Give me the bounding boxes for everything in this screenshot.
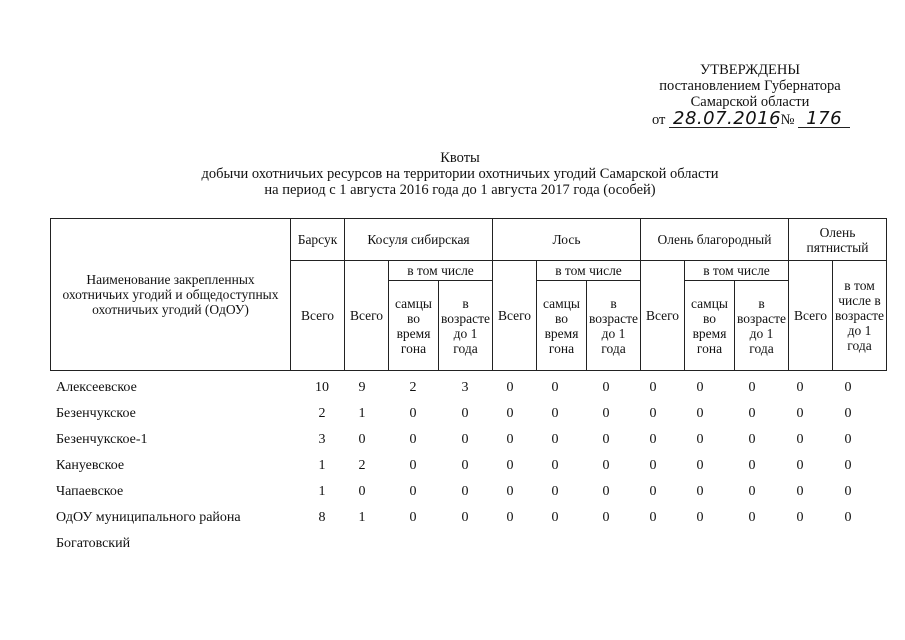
badger-header: Барсук [291, 219, 345, 261]
table-row [56, 406, 876, 426]
sika-young-label: в возрасте до 1 года [835, 293, 884, 353]
quota-value: 0 [649, 432, 657, 447]
quota-value: 0 [696, 380, 704, 395]
elk-total-header: Всего [493, 261, 537, 371]
quota-value: 0 [551, 406, 559, 421]
elk-header: Лось [493, 219, 641, 261]
hunting-ground-name: Богатовский [56, 536, 131, 551]
hunting-ground-name: Безенчукское-1 [56, 432, 148, 447]
quota-value: 3 [461, 380, 469, 395]
quota-value: 0 [796, 458, 804, 473]
quota-value: 0 [506, 458, 514, 473]
quota-value: 0 [461, 484, 469, 499]
approval-line-2: Самарской области [690, 94, 810, 110]
roe-deer-header: Косуля сибирская [345, 219, 493, 261]
quota-value: 0 [551, 484, 559, 499]
quota-value: 0 [461, 406, 469, 421]
quota-value: 0 [551, 510, 559, 525]
quota-value: 1 [318, 458, 326, 473]
sika-including-label: в том числе [838, 278, 875, 308]
quota-value: 0 [844, 484, 852, 499]
quota-value: 2 [409, 380, 417, 395]
quota-value: 0 [461, 432, 469, 447]
quota-value: 8 [318, 510, 326, 525]
quota-value: 0 [409, 484, 417, 499]
quota-value: 0 [796, 510, 804, 525]
document-title [80, 150, 840, 198]
red-deer-young-header: в возрасте до 1 года [735, 281, 789, 371]
quota-value: 2 [318, 406, 326, 421]
title-line-2: добычи охотничьих ресурсов на территории охотничьих угодий Самарской области [201, 166, 719, 182]
elk-young-header: в возрасте до 1 года [587, 281, 641, 371]
roe-total-header: Всего [345, 261, 389, 371]
quota-value: 0 [649, 406, 657, 421]
quota-value: 0 [551, 380, 559, 395]
quota-value: 0 [748, 510, 756, 525]
quota-value: 0 [602, 510, 610, 525]
quota-value: 0 [551, 458, 559, 473]
quota-value: 10 [315, 380, 329, 395]
red-deer-including-header: в том числе [685, 261, 789, 281]
quota-value: 0 [796, 484, 804, 499]
handwritten-number: 176 [798, 111, 850, 128]
quota-value: 0 [551, 432, 559, 447]
quota-value: 0 [796, 406, 804, 421]
red-deer-total-header: Всего [641, 261, 685, 371]
quota-value: 0 [602, 406, 610, 421]
handwritten-date: 28.07.2016 [669, 111, 777, 128]
quota-value: 0 [461, 510, 469, 525]
sika-total-header: Всего [789, 261, 833, 371]
elk-males-header: самцы во время гона [537, 281, 587, 371]
sika-deer-header: Олень пятнистый [789, 219, 887, 261]
quota-value: 0 [409, 510, 417, 525]
quota-value: 0 [506, 484, 514, 499]
red-deer-header: Олень благородный [641, 219, 789, 261]
approval-block [640, 62, 860, 128]
quota-value: 0 [409, 432, 417, 447]
quota-value: 0 [409, 458, 417, 473]
roe-males-header: самцы во время гона [389, 281, 439, 371]
quota-value: 0 [844, 432, 852, 447]
quota-value: 0 [602, 458, 610, 473]
quota-value: 0 [649, 458, 657, 473]
approval-date-line [640, 108, 860, 129]
quota-value: 0 [506, 432, 514, 447]
title-line-3: на период с 1 августа 2016 года до 1 августа 2017 года (особей) [264, 182, 656, 198]
quota-value: 0 [409, 406, 417, 421]
quota-table-header [50, 218, 887, 371]
table-row [56, 484, 876, 504]
sika-young-header [833, 261, 887, 371]
quota-value: 0 [748, 380, 756, 395]
quota-value: 0 [796, 380, 804, 395]
quota-value: 0 [696, 432, 704, 447]
quota-value: 0 [506, 510, 514, 525]
quota-value: 0 [748, 432, 756, 447]
approval-heading: УТВЕРЖДЕНЫ [699, 62, 801, 78]
hunting-ground-name: Кануевское [56, 458, 125, 473]
hunting-ground-name: Чапаевское [56, 484, 124, 499]
quota-value: 0 [748, 484, 756, 499]
approval-line-1: постановлением Губернатора [659, 78, 841, 94]
quota-value: 1 [358, 406, 366, 421]
roe-young-header: в возрасте до 1 года [439, 281, 493, 371]
quota-value: 0 [358, 432, 366, 447]
quota-value: 0 [506, 380, 514, 395]
quota-value: 1 [358, 510, 366, 525]
quota-value: 0 [844, 458, 852, 473]
table-row [56, 510, 876, 530]
quota-value: 0 [696, 510, 704, 525]
quota-value: 2 [358, 458, 366, 473]
table-row [56, 380, 876, 400]
quota-value: 0 [844, 380, 852, 395]
quota-value: 0 [748, 458, 756, 473]
roe-including-header: в том числе [389, 261, 493, 281]
name-column-header: Наименование закрепленных охотничьих угодий и общедоступных охотничьих угодий (ОдОУ) [51, 219, 291, 371]
number-prefix: № [780, 112, 795, 128]
date-prefix: от [652, 112, 666, 128]
title-line-1: Квоты [440, 150, 480, 166]
quota-value: 0 [748, 406, 756, 421]
quota-value: 0 [649, 484, 657, 499]
quota-value: 0 [844, 510, 852, 525]
quota-value: 0 [358, 484, 366, 499]
quota-value: 0 [649, 380, 657, 395]
quota-value: 0 [649, 510, 657, 525]
quota-value: 1 [318, 484, 326, 499]
quota-value: 0 [696, 458, 704, 473]
quota-value: 0 [696, 484, 704, 499]
quota-value: 0 [696, 406, 704, 421]
red-deer-males-header: самцы во время гона [685, 281, 735, 371]
quota-value: 9 [358, 380, 366, 395]
quota-value: 0 [602, 380, 610, 395]
quota-value: 0 [796, 432, 804, 447]
quota-value: 3 [318, 432, 326, 447]
quota-value: 0 [844, 406, 852, 421]
elk-including-header: в том числе [537, 261, 641, 281]
quota-value: 0 [602, 484, 610, 499]
quota-value: 0 [461, 458, 469, 473]
table-row [56, 536, 876, 556]
quota-value: 0 [602, 432, 610, 447]
hunting-ground-name: Безенчукское [56, 406, 136, 421]
table-row [56, 458, 876, 478]
badger-total-header: Всего [291, 261, 345, 371]
hunting-ground-name: Алексеевское [56, 380, 137, 395]
quota-value: 0 [506, 406, 514, 421]
table-row [56, 432, 876, 452]
hunting-ground-name: ОдОУ муниципального района [56, 510, 241, 525]
